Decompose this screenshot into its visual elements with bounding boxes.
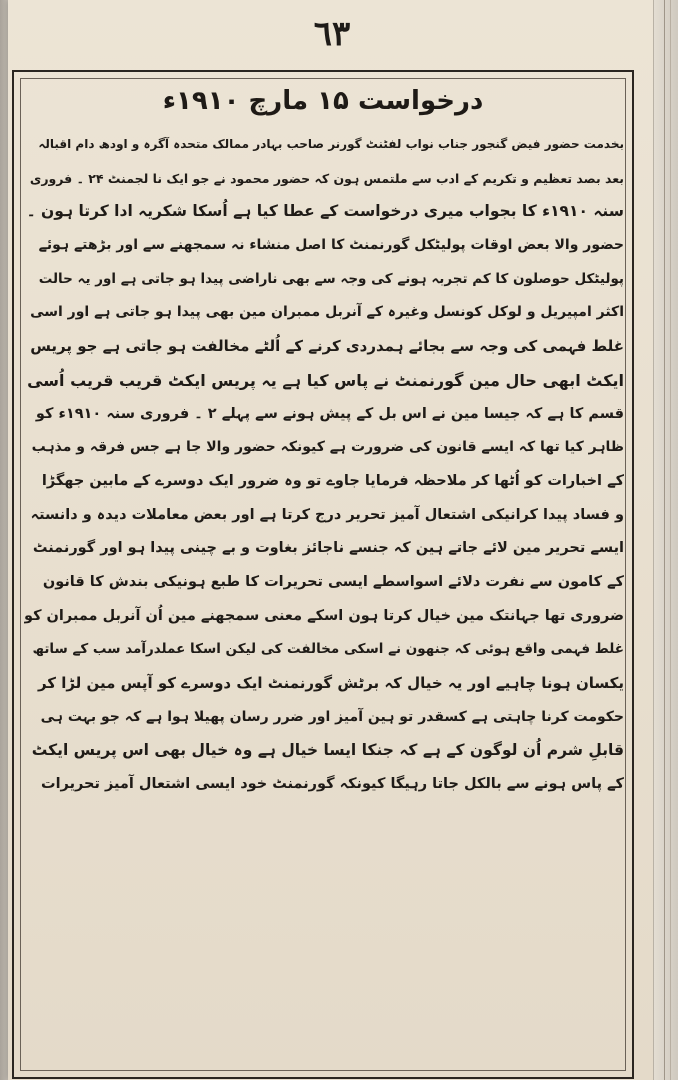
text-line: غلط فہمی کی وجہ سے بجائے ہمدردی کرنے کے اُلٹے مخالفت ہو جاتی ہے جو پریس: [30, 337, 624, 356]
facing-page-rule: [670, 0, 671, 1080]
book-page: [8, 0, 656, 1080]
text-line: بعد بصد تعظیم و تکریم کے ادب سے ملتمس ہون کہ حضور محمود نے جو ایک نا لجمنٹ ۲۴ ۔ فروری: [29, 170, 624, 186]
letter-heading: درخواست ۱۵ مارچ ۱۹۱۰ء: [162, 86, 484, 116]
text-line: حضور والا بعض اوقات پولیٹکل گورنمنٹ کا اصل منشاء نہ سمجھنے سے اور بڑھتے ہوئے: [38, 237, 624, 254]
text-frame: [12, 70, 634, 1079]
text-line: کے اخبارات کو اُٹھا کر ملاحظہ فرمایا جاوے تو وہ ضرور ایک دوسرے کے مابین جھگڑا: [41, 472, 624, 489]
text-line: ایکٹ ابھی حال مین گورنمنٹ نے پاس کیا ہے یہ پریس ایکٹ قریب قریب اُسی: [27, 370, 624, 390]
text-line: کے پاس ہونے سے بالکل جاتا رہیگا کیونکہ گورنمنٹ خود ایسی اشتعال آمیز تحریرات: [41, 776, 624, 793]
text-line: قسم کا ہے کہ جیسا مین نے اس بل کے پیش ہونے سے پہلے ۲ ۔ فروری سنہ ۱۹۱۰ء کو: [35, 405, 624, 422]
text-line: اکثر امپیریل و لوکل کونسل وغیرہ کے آنربل ممبران مین بھی پیدا ہو جاتی ہے اور اسی: [30, 304, 624, 321]
text-line: حکومت کرنا چاہتی ہے کسقدر تو ہین آمیز اور ضرر رسان پھیلا ہوا ہے کہ جو بہت ہی: [40, 708, 624, 725]
text-line: ایسے تحریر مین لائے جاتے ہین کہ جنسے ناجائز بغاوت و بے چینی پیدا ہو اور گورنمنٹ: [32, 540, 624, 557]
facing-page-rule: [664, 0, 665, 1080]
text-line: ظاہر کیا تھا کہ ایسے قانون کی ضرورت ہے کیونکہ حضور والا جا ہے جس فرقہ و مذہب: [31, 439, 624, 456]
facing-page-edge: [653, 0, 678, 1080]
text-line: غلط فہمی واقع ہوئی کہ جنھون نے اسکی مخالفت کی لیکن اسکا عملدرآمد سب کے ساتھ: [32, 641, 624, 658]
text-line: سنہ ۱۹۱۰ء کا بجواب میری درخواست کے عطا کیا ہے اُسکا شکریہ ادا کرتا ہون ۔: [26, 202, 624, 221]
text-line: بخدمت حضور فیض گنجور جناب نواب لفٹنٹ گورنر صاحب بہادر ممالک متحدہ آگرہ و اودھ دام اقبالہ: [38, 137, 624, 151]
letter-body: [24, 128, 624, 802]
text-line: کے کامون سے نفرت دلائے اسواسطے ایسی تحریرات کا طبع ہونیکی بندش کا قانون: [42, 573, 624, 590]
text-line: پولیٹکل حوصلون کا کم تجربہ ہونے کی وجہ سے بھی ناراضی پیدا ہو جاتی ہے اور یہ حالت: [38, 270, 624, 287]
text-line: قابلِ شرم اُن لوگون کے ہے کہ جنکا ایسا خیال ہے وہ خیال بھی اس پریس ایکٹ: [31, 741, 624, 760]
text-line: و فساد پیدا کرانیکی اشتعال آمیز تحریر درج کرتا ہے اور بعض معاملات دیدہ و دانستہ: [30, 506, 624, 523]
text-line: ضروری تھا جہانتک مین خیال کرتا ہون اسکے معنی سمجھنے مین اُن آنربل ممبران کو: [24, 607, 624, 624]
page-number: ٦٣: [313, 14, 351, 54]
text-line: یکسان ہونا چاہیے اور یہ خیال کہ برٹش گورنمنٹ ایک دوسرے کو آپس مین لڑا کر: [37, 674, 624, 692]
